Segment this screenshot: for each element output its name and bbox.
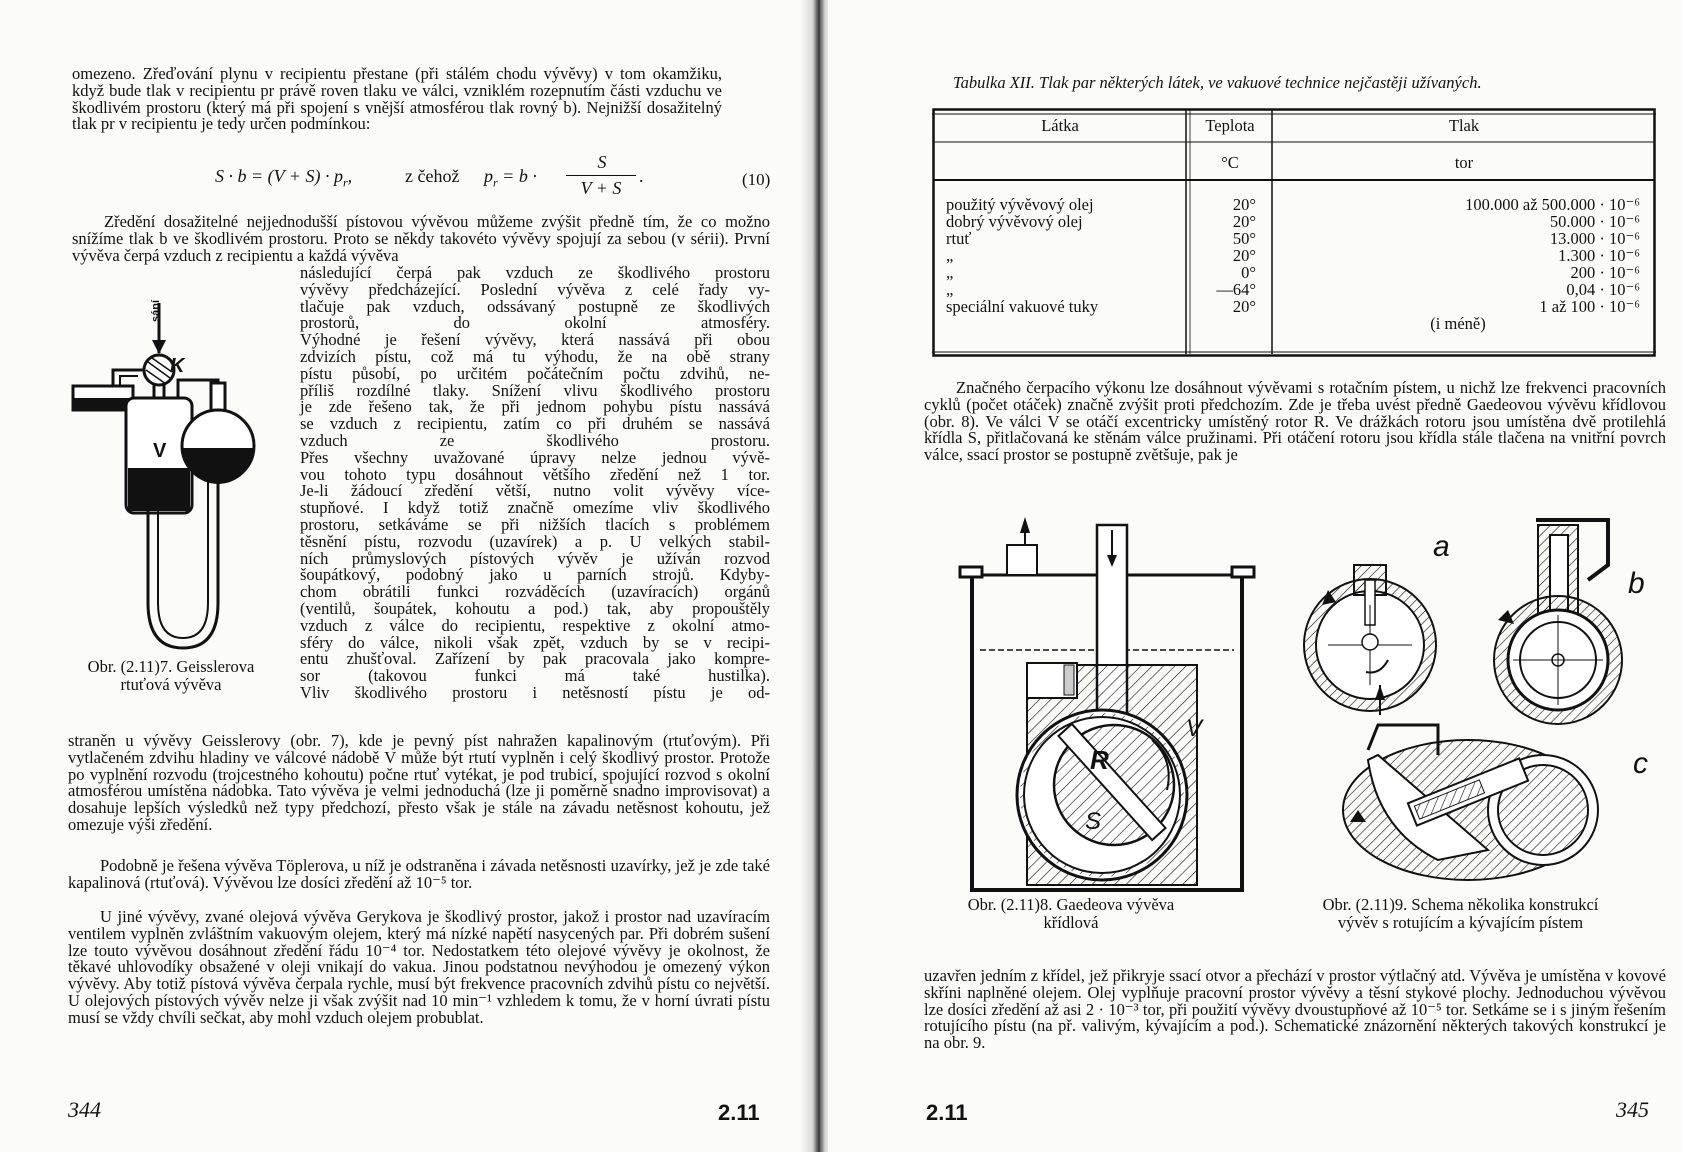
left-paragraph-5 bbox=[68, 909, 770, 1027]
left-section-number: 2.11 bbox=[718, 1100, 760, 1125]
fig8-caption-line-1: Obr. (2.11)8. Gaedeova vývěva bbox=[967, 895, 1175, 914]
left-paragraph-4 bbox=[68, 858, 770, 892]
table-cell: 20° bbox=[1232, 195, 1256, 214]
left-paragraph-3 bbox=[68, 733, 770, 834]
column-line: zdvizích pístu, což má tu výhodu, že na obě strany bbox=[300, 346, 770, 366]
left-paragraph-5-text: U jiné vývěvy, zvané olejová vývěva Gerykova je škodlivý prostor, jakož i prostor nad uzavíracím ventilem vyplněn zvláštním vakuovým olejem, který má nízké napětí nasycených par. Při dobrém sušení lze touto vývěvou dosáhnout zředění řádu 10⁻⁴ tor. Nedostatkem této olejové vývěvy je okolnost, že těkavé uhlovodíky obsažené v oleji vnikají do vakua. Jinou podstatnou nevýhodou je omezený výkon vývěvy. Aby totiž pístová vývěva čerpala rychle, musí být frekvence pracovních zdvihů pístu co největší. U olejových pístových vývěv nelze ji však zvýšit nad 10 min⁻¹ vzhledem k tomu, že v horní úvrati pístu musí se vždy chvíli sečkat, aby mohl vzduch olejem probublat. bbox=[68, 907, 770, 1027]
column-line: sor (takovou funkci má také hustilka). bbox=[300, 666, 770, 686]
column-line: Je-li žádoucí zředění větší, nutno volit vývěvy více- bbox=[300, 481, 770, 501]
column-line: chom obrátili funkci rozváděcích (uzavíracích) orgánů bbox=[300, 582, 770, 602]
equation-right-p: p bbox=[484, 166, 493, 186]
fig8-caption bbox=[926, 896, 1216, 932]
column-line: prostorů, do okolní atmosféry. bbox=[300, 313, 770, 333]
fig9-caption-line-1: Obr. (2.11)9. Schema několika konstrukcí bbox=[1322, 895, 1599, 914]
right-paragraph-1-text: Značného čerpacího výkonu lze dosáhnout vývěvami s rotačním pístem, u nichž lze frekvenci pracovních cyklů (počet otáček) značně zvýšit proti předchozím. Zde je třeba uvést předně Gaedeovou vývěvu křídlovou (obr. 8). Ve válci V se otáčí excentricky umístěný rotor R. Ve drážkách rotoru jsou umístěna dvě protilehlá křídla S, přitlačovaná ke stěnám válce pružinami. Při otáčení rotoru jsou křídla stále tlačena na vnitřní povrch válce, ssací prostor se postupně zvětšuje, pak je bbox=[924, 378, 1666, 465]
fig9-caption bbox=[1253, 896, 1668, 932]
column-line: je zde řešeno tak, že při jednom pohybu pístu nassává bbox=[300, 397, 770, 417]
equation-denominator: V + S bbox=[580, 178, 622, 198]
column-line: vou tohoto typu dosáhnout většího zředění než 1 tor. bbox=[300, 464, 770, 484]
left-paragraph-4-text: Podobně je řešena vývěva Töplerova, u níž je odstraněna i závada netěsnosti uzavírky, jež je zde také kapalinová (rtuťová). Vývěvou lze dosíci zředění až 10⁻⁵ tor. bbox=[68, 856, 770, 892]
table-cell: 20° bbox=[1232, 246, 1256, 265]
column-line: příliš rozdílné tlaky. Snížení vlivu škodlivého prostoru bbox=[300, 380, 770, 400]
table-unit-pressure: tor bbox=[1454, 153, 1474, 172]
equation-right bbox=[484, 166, 537, 191]
right-page-number: 345 bbox=[1616, 1097, 1649, 1122]
fig8-label-v: V bbox=[1186, 715, 1203, 742]
column-line: stupňové. I když totiž značně omezíme vliv škodlivého bbox=[300, 498, 770, 518]
table-cell: 0,04 · 10⁻⁶ bbox=[1566, 280, 1640, 299]
column-line: pístu působí, po určitém počátečním počtu zdvihů, ne- bbox=[300, 363, 770, 383]
table-cell: „ bbox=[946, 246, 954, 265]
equation-left: $S \cdot b = (V + S) \cdot p_r$, bbox=[215, 166, 353, 190]
column-line: prostoru, setkáváme se při nižších tlacích s problémem bbox=[300, 514, 770, 534]
fig9-caption-line-2: vývěv s rotujícím a kývajícím pístem bbox=[1337, 913, 1584, 932]
table-cell: 50.000 · 10⁻⁶ bbox=[1549, 212, 1640, 231]
column-line: těsnění pístu, rozvodu (uzavírek) a p. U velkých stabil- bbox=[300, 531, 770, 551]
left-page bbox=[0, 0, 820, 1152]
fig8-label-r: R bbox=[1090, 745, 1109, 775]
equation-frac-b: = b · bbox=[502, 166, 537, 186]
equation-sub-2: r bbox=[493, 175, 498, 190]
equation-number: (10) bbox=[742, 170, 771, 189]
table-cell: 20° bbox=[1232, 212, 1256, 231]
table-header-substance: Látka bbox=[1041, 116, 1079, 135]
table-cell: dobrý vývěvový olej bbox=[946, 212, 1083, 231]
table-header-temperature: Teplota bbox=[1205, 116, 1255, 135]
fig9-label-b: b bbox=[1628, 567, 1645, 600]
table-unit-temperature: °C bbox=[1221, 153, 1239, 172]
fig7-label-n: N bbox=[222, 455, 237, 477]
column-line: ních průmyslových pístových vývěv je užíván rozvod bbox=[300, 548, 770, 568]
column-line: sféry do válce, nikoli však zpět, vzduch by se v recipi- bbox=[300, 632, 770, 652]
fig9-label-c: c bbox=[1633, 747, 1648, 780]
table-cell: (i méně) bbox=[1430, 314, 1486, 333]
table-cell: 100.000 až 500.000 · 10⁻⁶ bbox=[1465, 195, 1640, 214]
equation-fraction-line bbox=[566, 175, 636, 176]
gaede-pump-figure bbox=[952, 515, 1257, 900]
equation-sub-1: r bbox=[342, 175, 348, 190]
fig7-caption-line-2: rtuťová vývěva bbox=[120, 675, 222, 694]
left-paragraph-2-text: Zředění dosažitelné nejjednodušší pístovou vývěvou můžeme zvýšit předně tím, že co možno snížíme tlak b ve škodlivém prostoru. Proto se někdy takovéto vývěvy spojují za sebou (v sérii). První vývěva čerpá vzduch z recipientu a každá vývěva bbox=[72, 212, 770, 265]
equation-mid: z čehož bbox=[405, 166, 460, 186]
column-line: vzduch z válce do recipientu, respektive z okolní atmo- bbox=[300, 615, 770, 635]
right-paragraph-2-text: uzavřen jedním z křídel, jež přikryje ssací otvor a přechází v prostor výtlačný atd. Vývěva je umístěna v kovové skříni naplněné olejem. Olej vyplňuje pracovní prostor vývěvy a těsní stykové plochy. Jednoduchou vývěvou lze dosíci zředění až asi 2 · 10⁻³ tor, při použití vývěvy dvoustupňové až 10⁻⁵ tor. Setkáme se i s jiným řešením rotujícího pístu (na př. valivým, kývajícím a pod.). Schematické znázornění některých takových konstrukcí je na obr. 9. bbox=[924, 966, 1666, 1053]
left-paragraph-1-text: omezeno. Zřeďování plynu v recipientu přestane (při stálém chodu vývěvy) v tom okamžiku, když bude tlak v recipientu pr právě roven tlaku ve válci, vzniklém rozepnutím části vzduchu ve škodlivém prostoru (který má při spojení s vnější atmosférou tlak rovný b). Nejnižší dosažitelný tlak pr v recipientu je tedy určen podmínkou: bbox=[72, 64, 722, 134]
left-paragraph-2 bbox=[72, 214, 770, 264]
column-line: se vzduch z recipientu, zatím co při druhém se nassává bbox=[300, 414, 770, 434]
column-line: (ventilů, šoupátek, kohoutu a pod.) tak, aby propouštěly bbox=[300, 598, 770, 618]
table-cell: „ bbox=[946, 263, 954, 282]
column-line: vývěvy předcházející. Poslední vývěva z celé řady vy- bbox=[300, 279, 770, 299]
table-cell: použitý vývěvový olej bbox=[946, 195, 1094, 214]
right-section-number: 2.11 bbox=[926, 1100, 968, 1125]
table-cell: 13.000 · 10⁻⁶ bbox=[1549, 229, 1640, 248]
table-cell: rtuť bbox=[946, 229, 972, 248]
fig7-caption-line-1: Obr. (2.11)7. Geisslerova bbox=[87, 657, 255, 676]
column-line: Vliv škodlivého prostoru i netěsností pístu je od- bbox=[300, 682, 770, 702]
geissler-pump-figure bbox=[68, 298, 293, 658]
fig7-label-k: K bbox=[170, 355, 185, 377]
table-cell: 50° bbox=[1232, 229, 1256, 248]
fig8-caption-line-2: křídlová bbox=[1043, 913, 1099, 932]
left-page-number: 344 bbox=[68, 1097, 101, 1122]
equation-period: . bbox=[639, 166, 644, 186]
fig7-label-v: V bbox=[153, 440, 167, 462]
right-paragraph-1 bbox=[924, 380, 1666, 464]
column-line: následující čerpá pak vzduch ze škodlivého prostoru bbox=[300, 263, 770, 282]
left-paragraph-1 bbox=[72, 66, 722, 133]
left-paragraph-3-text: straněn u vývěvy Geisslerovy (obr. 7), kde je pevný píst nahražen kapalinovým (rtuťovým). Při vytlačeném zdvihu hladiny ve válcové nádobě V může být rtutí vyplněn i celý škodlivý prostor. Protože po vyplnění rozvodu (trojcestného kohoutu) počne rtuť vytékat, je pod trubicí, spojující rozvod s okolní atmosférou umístěna nádobka. Tato vývěva je velmi jednoduchá (lze ji poměrně snadno improvisovat) a dosahuje lepších výsledků než typy předchozí, přesto však je stále na závadu netěsnost kohoutu, jež omezuje výši zředění. bbox=[68, 731, 770, 834]
fig8-label-s: S bbox=[1085, 808, 1102, 835]
table-cell: 0° bbox=[1241, 263, 1256, 282]
right-paragraph-2 bbox=[924, 968, 1666, 1052]
fig7-caption bbox=[66, 658, 276, 694]
column-line: entu zhušťoval. Zařízení by pak pracovala jako kompre- bbox=[300, 649, 770, 669]
column-line: šoupátkový, podobný jako u parních strojů. Kdyby- bbox=[300, 565, 770, 585]
table-cell: 200 · 10⁻⁶ bbox=[1570, 263, 1640, 282]
column-line: Přes všechny uvažované úpravy nelze jednou vývě- bbox=[300, 447, 770, 467]
table-title: Tabulka XII. Tlak par některých látek, ve vakuové technice nejčastěji užívaných. bbox=[953, 73, 1482, 92]
table-cell: 1 až 100 · 10⁻⁶ bbox=[1539, 297, 1640, 316]
table-cell: 1.300 · 10⁻⁶ bbox=[1558, 246, 1640, 265]
equation-left-text: S · b = (V + S) · p bbox=[215, 166, 343, 186]
rotary-pump-schemes-figure bbox=[1288, 510, 1668, 890]
table-cell: 20° bbox=[1232, 297, 1256, 316]
column-line: Výhodné je řešení vývěvy, která nassává při obou bbox=[300, 330, 770, 350]
table-cell: —64° bbox=[1216, 280, 1256, 299]
table-header-pressure: Tlak bbox=[1448, 116, 1480, 135]
fig9-label-a: a bbox=[1433, 530, 1450, 563]
left-column-text bbox=[300, 265, 770, 702]
table-cell: „ bbox=[946, 280, 954, 299]
table-cell: speciální vakuové tuky bbox=[946, 297, 1099, 316]
column-line: tlačuje pak vzduch, odssávaný postupně ze škodlivých bbox=[300, 296, 770, 316]
right-page bbox=[828, 0, 1683, 1152]
fig7-inlet-label: sání bbox=[150, 300, 162, 323]
column-line: vzduch ze škodlivého prostoru. bbox=[300, 430, 770, 450]
equation-numerator: S bbox=[597, 152, 607, 172]
